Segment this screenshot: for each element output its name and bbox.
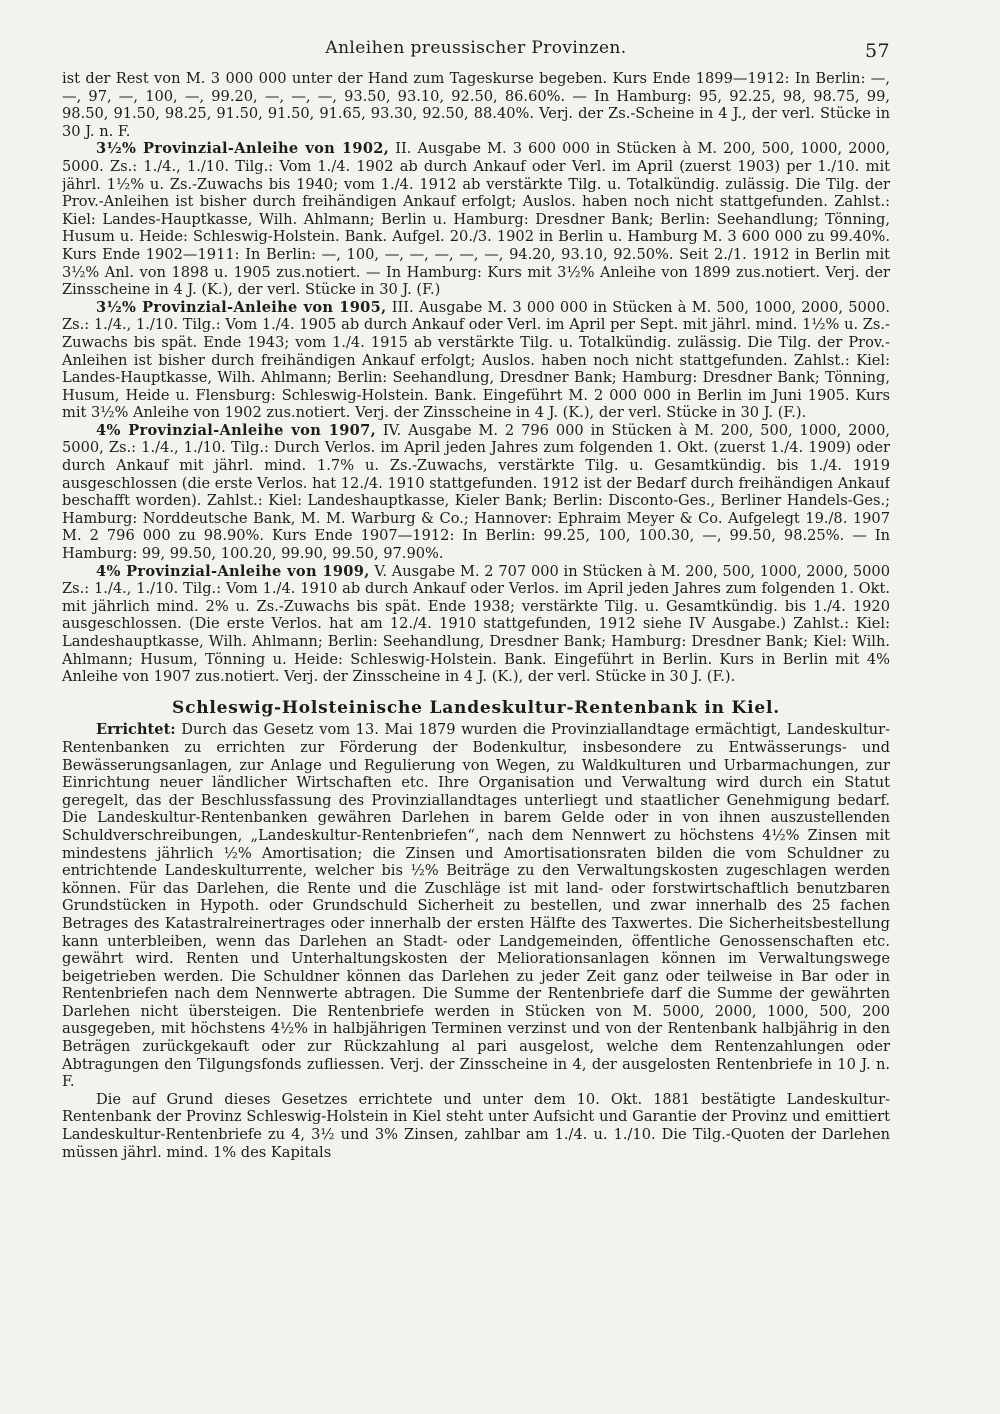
loan-heading: 3½% Provinzial-Anleihe von 1905, <box>96 298 387 316</box>
section-lead: Errichtet: <box>96 721 176 739</box>
loan-text: IV. Ausgabe M. 2 796 000 in Stücken à M. 200, 500, 1000, 2000, 5000, Zs.: 1./4., 1./10. Tilg.: Durch Verlos. im April jeden Jahres zum folgenden 1. Okt. (zuerst 1./4. 1909) oder durch Ankauf mit jährl. mind. 1.7% u. Zs.-Zuwachs, verstärkte Tilg. u. Gesamtkündig. bis 1./4. 1919 ausgeschlossen (die erste Verlos. hat 12./4. 1910 stattgefunden. 1912 ist der Bedarf durch freihändigen Ankauf beschafft worden). Zahlst.: Kiel: Landeshauptkasse, Kieler Bank; Berlin: Disconto-Ges., Berliner Handels-Ges.; Hamburg: Norddeutsche Bank, M. M. Warburg & Co.; Hannover: Ephraim Meyer & Co. Aufgelegt 19./8. 1907 M. 2 796 000 zu 98.90%. Kurs Ende 1907—1912: In Berlin: 99.25, 100, 100.30, —, 99.50, 98.25%. — In Hamburg: 99, 99.50, 100.20, 99.90, 99.50, 97.90%. <box>62 421 890 563</box>
loan-text: V. Ausgabe M. 2 707 000 in Stücken à M. 200, 500, 1000, 2000, 5000 Zs.: 1./4., 1./10. Tilg.: Vom 1./4. 1910 ab durch Ankauf oder Verlos. im April jeden Jahres zum folgenden 1. Okt. mit jährlich mind. 2% u. Zs.-Zuwachs bis spät. Ende 1938; verstärkte Tilg. u. Gesamtkündig. bis 1./4. 1920 ausgeschlossen. (Die erste Verlos. hat am 12./4. 1910 stattgefunden, 1912 siehe IV Ausgabe.) Zahlst.: Kiel: Landeshauptkasse, Wilh. Ahlmann; Berlin: Seehandlung, Dresdner Bank; Hamburg: Dresdner Bank; Kiel: Wilh. Ahlmann; Husum, Tönning u. Heide: Schleswig-Holstein. Bank. Eingeführt in Berlin. Kurs in Berlin mit 4% Anleihe von 1907 zus.notiert. Verj. der Zinsscheine in 4 J. (K.), der verl. Stücke in 30 J. (F.). <box>62 562 890 686</box>
loan-text: III. Ausgabe M. 3 000 000 in Stücken à M. 500, 1000, 2000, 5000. Zs.: 1./4., 1./10. Tilg.: Vom 1./4. 1905 ab durch Ankauf oder Verl. im April per Sept. mit jährl. mind. 1½% u. Zs.-Zuwachs bis spät. Ende 1943; vom 1./4. 1915 ab verstärkte Tilg. u. Totalkündig. zulässig. Die Tilg. der Prov.-Anleihen ist bisher durch freihändigen Ankauf erfolgt; Auslos. haben noch nicht stattgefunden. Zahlst.: Kiel: Landes-Hauptkasse, Wilh. Ahlmann; Berlin: Seehandlung, Dresdner Bank; Hamburg: Dresdner Bank; Tönning, Husum, Heide u. Flensburg: Schleswig-Holstein. Bank. Eingeführt M. 2 000 000 in Berlin im Juni 1905. Kurs mit 3½% Anleihe von 1902 zus.notiert. Verj. der Zinsscheine in 4 J. (K.), der verl. Stücke in 30 J. (F.). <box>62 298 890 422</box>
loan-text: II. Ausgabe M. 3 600 000 in Stücken à M. 200, 500, 1000, 2000, 5000. Zs.: 1./4., 1./10. Tilg.: Vom 1./4. 1902 ab durch Ankauf oder Verl. im April (zuerst 1903) per 1./10. mit jährl. 1½% u. Zs.-Zuwachs bis 1940; vom 1./4. 1912 ab verstärkte Tilg. u. Totalkündig. zulässig. Die Tilg. der Prov.-Anleihen ist bisher durch freihändigen Ankauf erfolgt; Auslos. haben noch nicht stattgefunden. Zahlst.: Kiel: Landes-Hauptkasse, Wilh. Ahlmann; Berlin u. Hamburg: Dresdner Bank; Berlin: Seehandlung; Tönning, Husum u. Heide: Schleswig-Holstein. Bank. Aufgel. 20./3. 1902 in Berlin u. Hamburg M. 3 600 000 zu 99.40%. Kurs Ende 1902—1911: In Berlin: —, 100, —, —, —, —, —, 94.20, 93.10, 92.50%. Seit 2./1. 1912 in Berlin mit 3½% Anl. von 1898 u. 1905 zus.notiert. — In Hamburg: Kurs mit 3½% Anleihe von 1899 zus.notiert. Verj. der Zinsscheine in 4 J. (K.), der verl. Stücke in 30 J. (F.) <box>62 140 890 299</box>
book-page <box>62 30 890 1400</box>
page-number: 57 <box>865 40 890 62</box>
section-title: Schleswig-Holsteinische Landeskultur-Rentenbank in Kiel. <box>172 697 780 718</box>
page-body <box>62 70 890 1161</box>
section-text: Durch das Gesetz vom 13. Mai 1879 wurden die Provinziallandtage ermächtigt, Landeskultur-Rentenbanken zu errichten zur Förderung der Bodenkultur, insbesondere zu Entwässerungs- und Bewässerungsanlagen, zur Anlage und Regulierung von Wegen, zu Waldkulturen und Urbarmachungen, zur Einrichtung neuer ländlicher Wirtschaften etc. Ihre Organisation und Verwaltung wird durch ein Statut geregelt, das der Beschlussfassung des Provinziallandtages unterliegt und staatlicher Genehmigung bedarf. Die Landeskultur-Rentenbanken gewähren Darlehen in barem Gelde oder in von ihnen auszustellenden Schuldverschreibungen, „Landeskultur-Rentenbriefen“, nach dem Nennwert zu höchstens 4½% Zinsen mit mindestens jährlich ½% Amortisation; die Zinsen und Amortisationsraten bilden die vom Schuldner zu entrichtende Landeskulturrente, welcher bis ½% Beiträge zu den Verwaltungskosten zugeschlagen werden können. Für das Darlehen, die Rente und die Zuschläge ist mit land- oder forstwirtschaftlich benutzbaren Grundstücken in Hypoth. oder Grundschuld Sicherheit zu bestellen, und zwar innerhalb des 25 fachen Betrages des Katastralreinertrages oder innerhalb der ersten Hälfte des Taxwertes. Die Sicherheitsbestellung kann unterbleiben, wenn das Darlehen an Stadt- oder Landgemeinden, öffentliche Genossenschaften etc. gewährt wird. Renten und Unterhaltungskosten der Meliorationsanlagen können im Verwaltungswege beigetrieben werden. Die Schuldner können das Darlehen zu jeder Zeit ganz oder teilweise in Bar oder in Rentenbriefen nach dem Nennwerte abtragen. Die Summe der Rentenbriefe darf die Summe der gewährten Darlehen nicht übersteigen. Die Rentenbriefe werden in Stücken von M. 5000, 2000, 1000, 500, 200 ausgegeben, mit höchstens 4½% in halbjährigen Terminen verzinst und von der Rentenbank halbjährig in den Beträgen zurückgekauft oder zur Rückzahlung al pari ausgelost, welche dem Rentenzahlungen oder Abtragungen den Tilgungsfonds zufliessen. Verj. der Zinsscheine in 4, der ausgelosten Rentenbriefe in 10 J. n. F. <box>62 721 890 1091</box>
page-header <box>62 30 890 70</box>
loan-heading: 3½% Provinzial-Anleihe von 1902, <box>96 140 390 158</box>
section-paragraph-2: Die auf Grund dieses Gesetzes errichtete und unter dem 10. Okt. 1881 bestätigte Landeskultur-Rentenbank der Provinz Schleswig-Holstein in Kiel steht unter Aufsicht und Garantie der Provinz und emittiert Landeskultur-Rentenbriefe zu 4, 3½ und 3% Zinsen, zahlbar am 1./4. u. 1./10. Die Tilg.-Quoten der Darlehen müssen jährl. mind. 1% des Kapitals <box>62 1090 890 1161</box>
loan-entry-1902 <box>62 140 890 298</box>
section-paragraph-1 <box>62 721 890 1090</box>
loan-entry-1907 <box>62 422 890 563</box>
loan-heading: 4% Provinzial-Anleihe von 1907, <box>96 421 376 439</box>
loan-heading: 4% Provinzial-Anleihe von 1909, <box>96 562 370 580</box>
loan-entry-1905 <box>62 299 890 422</box>
running-title: Anleihen preussischer Provinzen. <box>325 38 627 58</box>
intro-paragraph: ist der Rest von M. 3 000 000 unter der Hand zum Tageskurse begeben. Kurs Ende 1899—1912: In Berlin: —, —, 97, —, 100, —, 99.20, —, —, —, 93.50, 93.10, 92.50, 86.60%. — In Hamburg: 95, 92.25, 98, 98.75, 99, 98.50, 91.50, 98.25, 91.50, 91.50, 91.65, 93.30, 92.50, 88.40%. Verj. der Zs.-Scheine in 4 J., der verl. Stücke in 30 J. n. F. <box>62 70 890 140</box>
loan-entry-1909 <box>62 563 890 686</box>
